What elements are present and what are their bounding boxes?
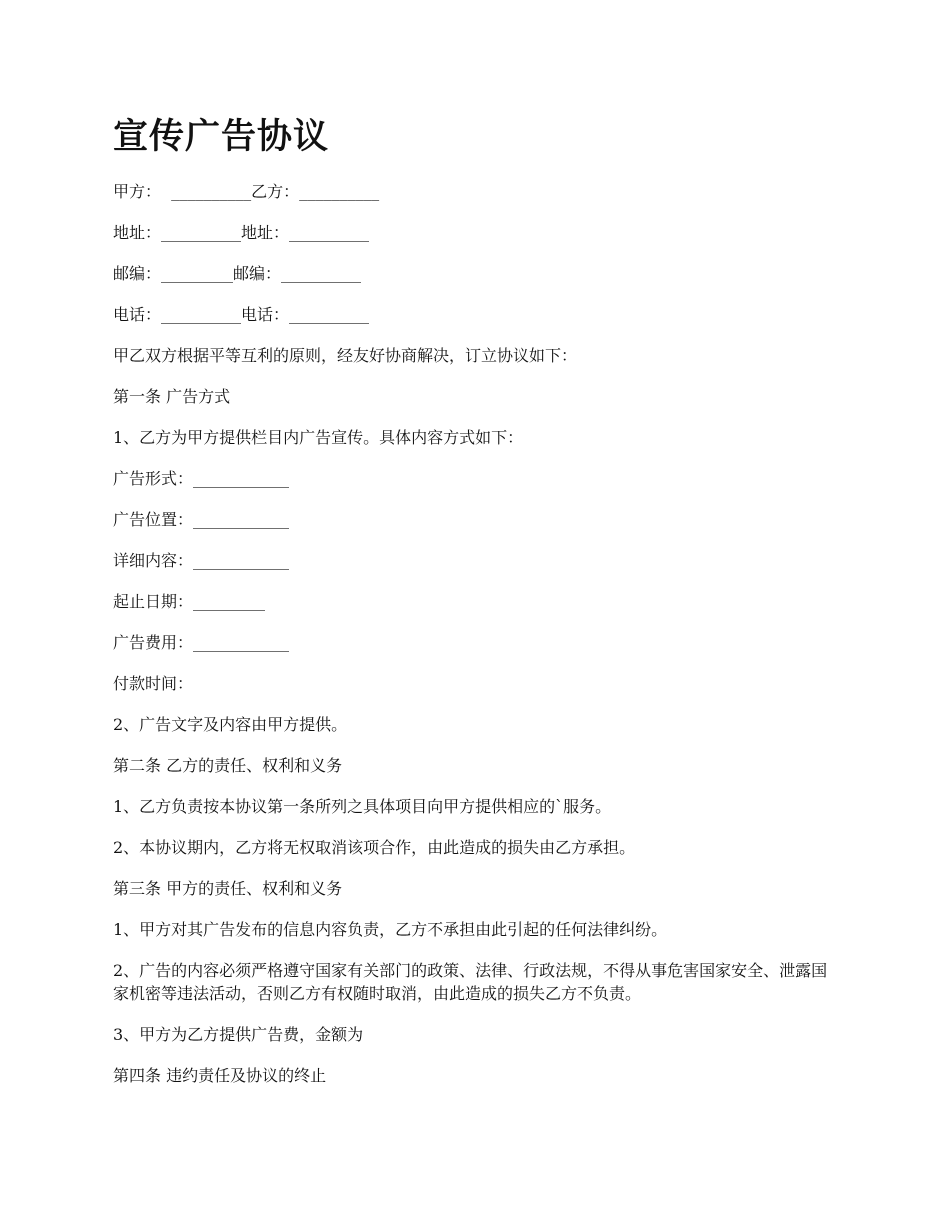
payment-time-field: 付款时间： [113,674,194,693]
document-title: 宣传广告协议 [113,116,330,157]
address-line: 地址：__________地址：__________ [113,223,370,242]
phone-line: 电话：__________电话：__________ [113,305,370,324]
ad-period-field: 起止日期：_________ [113,592,266,611]
document-page [113,112,838,1105]
article-2-clause-1: 1、乙方负责按本协议第一条所列之具体项目向甲方提供相应的`服务。 [113,797,612,816]
party-a-b-line: 甲方： __________乙方：__________ [113,182,380,201]
article-3-heading: 第三条 甲方的责任、权利和义务 [113,879,343,898]
article-4-heading: 第四条 违约责任及协议的终止 [113,1066,327,1085]
ad-form-field: 广告形式：____________ [113,469,290,488]
article-3-clause-2: 2、广告的内容必须严格遵守国家有关部门的政策、法律、行政法规，不得从事危害国家安全、泄露国家机密等违法活动，否则乙方有权随时取消，由此造成的损失乙方不负责。 [113,961,828,1003]
article-1-heading: 第一条 广告方式 [113,387,231,406]
preamble: 甲乙双方根据平等互利的原则，经友好协商解决，订立协议如下： [113,346,578,365]
article-1-clause-2: 2、广告文字及内容由甲方提供。 [113,715,348,734]
article-1-clause-1: 1、乙方为甲方提供栏目内广告宣传。具体内容方式如下： [113,428,524,447]
article-2-clause-2: 2、本协议期内，乙方将无权取消该项合作，由此造成的损失由乙方承担。 [113,838,636,857]
article-3-clause-1: 1、甲方对其广告发布的信息内容负责，乙方不承担由此引起的任何法律纠纷。 [113,920,668,939]
ad-fee-field: 广告费用：____________ [113,633,290,652]
article-2-heading: 第二条 乙方的责任、权利和义务 [113,756,343,775]
postcode-line: 邮编：_________邮编：__________ [113,264,362,283]
ad-position-field: 广告位置：____________ [113,510,290,529]
article-3-clause-3: 3、甲方为乙方提供广告费，金额为 [113,1025,364,1044]
ad-content-field: 详细内容：____________ [113,551,290,570]
